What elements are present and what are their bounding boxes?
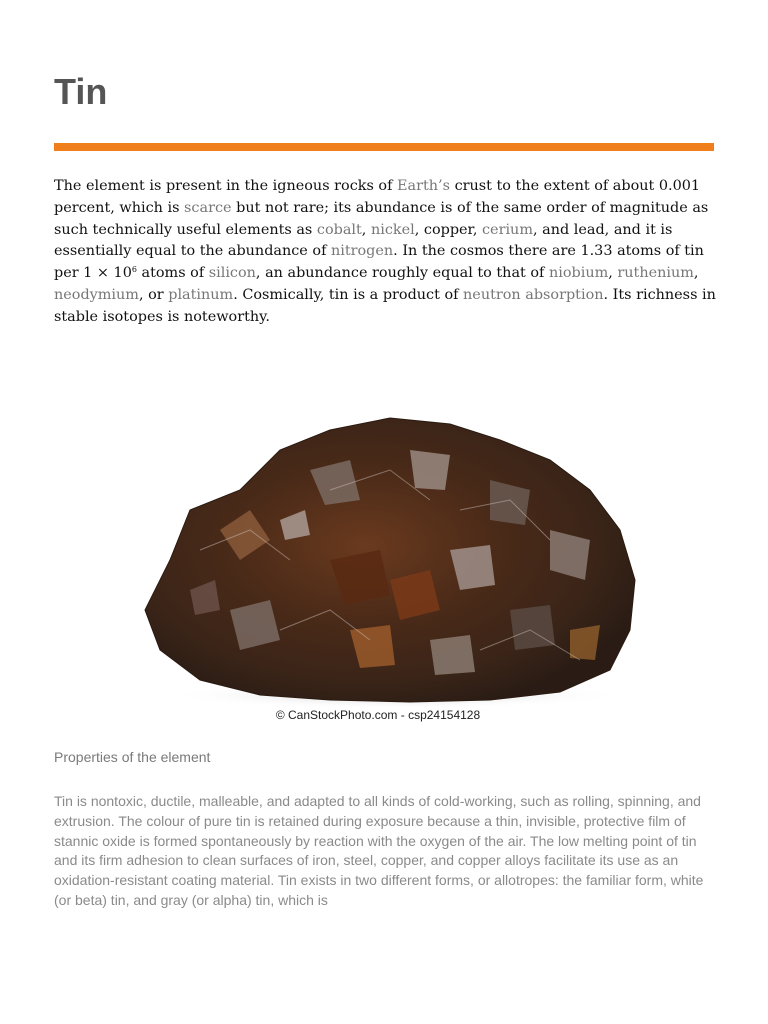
link-niobium[interactable]: niobium <box>548 265 609 282</box>
ore-figure <box>130 410 650 728</box>
page-title: Tin <box>54 71 108 112</box>
link-nickel[interactable]: nickel <box>370 221 415 238</box>
exponent: 6 <box>131 265 137 275</box>
link-cobalt[interactable]: cobalt <box>316 221 362 238</box>
image-caption: © CanStockPhoto.com - csp24154128 <box>275 708 481 722</box>
intro-text: The element is present in the igneous rocks of <box>54 178 398 194</box>
link-scarce[interactable]: scarce <box>184 199 232 216</box>
link-silicon[interactable]: silicon <box>208 265 256 282</box>
intro-text: , copper, <box>414 221 482 238</box>
link-cerium[interactable]: cerium <box>482 221 533 238</box>
properties-heading: Properties of the element <box>54 749 211 765</box>
properties-paragraph: Tin is nontoxic, ductile, malleable, and adapted to all kinds of cold-working, such as rolling, spinning, and extrusion. The colour of pure tin is retained during exposure because a thin, invisible, protective film of stannic oxide is formed spontaneously by reaction with the oxygen of the air. The low melting point of tin and its firm adhesion to clean surfaces of iron, steel, copper, and copper alloys facilitate its use as an oxidation-resistant coating material. Tin exists in two different forms, or allotropes: the familiar form, white (or beta) tin, and gray (or alpha) tin, which is <box>54 793 704 908</box>
intro-text: , or <box>138 286 169 303</box>
intro-text: , <box>361 221 371 238</box>
intro-text: , and lead, and it is essentially equal to the abundance of <box>54 221 673 260</box>
link-nitrogen[interactable]: nitrogen <box>330 243 394 260</box>
intro-text: but not rare; its abundance is of the same order of magnitude as such technically useful elements as <box>54 199 709 238</box>
link-ruthenium[interactable]: ruthenium <box>617 265 694 282</box>
intro-text: atoms of <box>136 265 209 282</box>
intro-text: , <box>608 265 618 282</box>
tin-ore-photo-icon <box>130 410 650 710</box>
link-neutron-absorption[interactable]: neutron absorption <box>463 286 604 303</box>
intro-text: . Cosmically, tin is a product of <box>233 286 464 303</box>
intro-text: crust to the extent of about 0.001 percent, which is <box>54 178 701 216</box>
link-earth[interactable]: Earth’s <box>397 178 450 194</box>
intro-text: . In the cosmos there are 1.33 atoms of tin per 1 × 10 <box>54 243 704 282</box>
link-platinum[interactable]: platinum <box>168 286 234 303</box>
intro-text: , <box>693 265 699 282</box>
intro-text: , an abundance roughly equal to that of <box>255 265 549 282</box>
link-neodymium[interactable]: neodymium <box>54 286 139 303</box>
intro-paragraph <box>54 176 724 329</box>
intro-text: . Its richness in stable isotopes is noteworthy. <box>54 286 716 325</box>
title-divider <box>54 143 714 151</box>
